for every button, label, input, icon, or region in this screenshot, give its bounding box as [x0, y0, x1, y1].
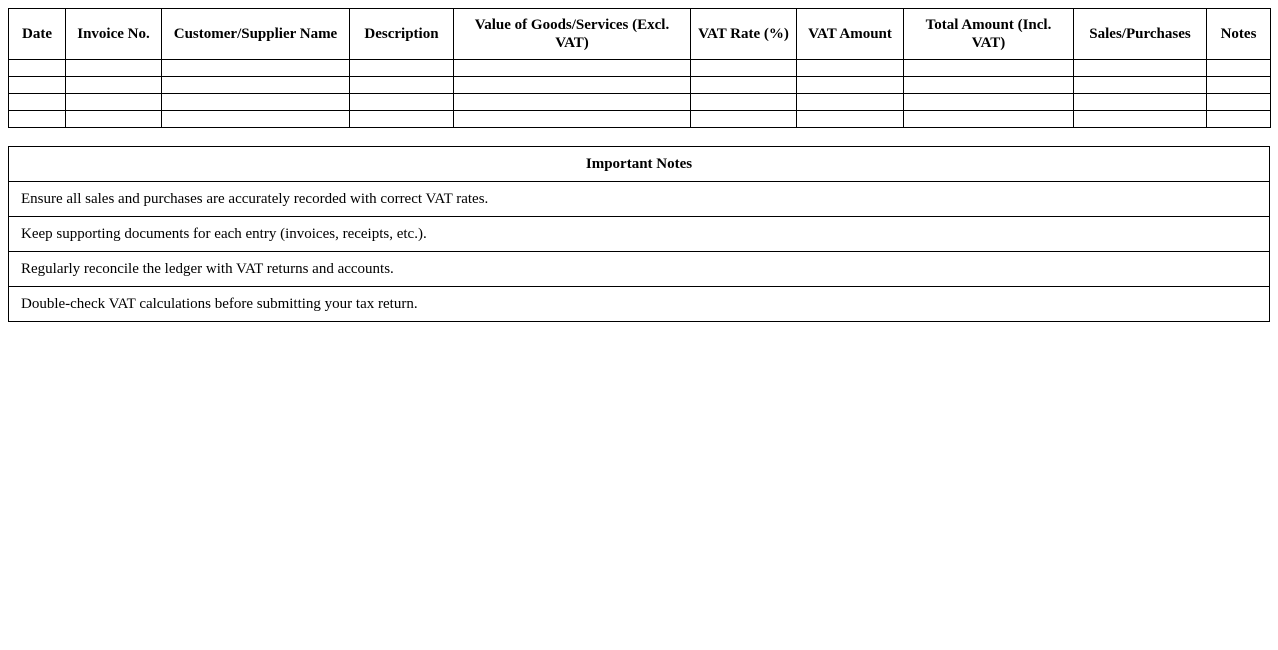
table-cell[interactable] [1074, 60, 1207, 77]
table-cell[interactable] [162, 94, 350, 111]
header-sales-purchases: Sales/Purchases [1074, 9, 1207, 60]
table-cell[interactable] [9, 77, 66, 94]
table-cell[interactable] [1074, 94, 1207, 111]
header-description: Description [350, 9, 454, 60]
table-cell[interactable] [350, 94, 454, 111]
header-invoice-no: Invoice No. [66, 9, 162, 60]
table-cell[interactable] [350, 77, 454, 94]
table-cell[interactable] [66, 94, 162, 111]
table-cell[interactable] [162, 60, 350, 77]
header-notes: Notes [1207, 9, 1271, 60]
table-cell[interactable] [454, 111, 691, 128]
note-row [9, 252, 1270, 287]
table-cell[interactable] [691, 94, 797, 111]
table-cell[interactable] [1207, 60, 1271, 77]
table-cell[interactable] [797, 94, 904, 111]
table-cell[interactable] [691, 60, 797, 77]
ledger-header-row [9, 9, 1271, 60]
table-cell[interactable] [1074, 77, 1207, 94]
header-total-incl-vat: Total Amount (Incl. VAT) [904, 9, 1074, 60]
header-vat-rate: VAT Rate (%) [691, 9, 797, 60]
table-cell[interactable] [904, 111, 1074, 128]
note-item: Keep supporting documents for each entry (invoices, receipts, etc.). [9, 217, 1270, 252]
table-cell[interactable] [66, 111, 162, 128]
note-item: Double-check VAT calculations before submitting your tax return. [9, 287, 1270, 322]
table-cell[interactable] [1207, 111, 1271, 128]
header-value-excl-vat: Value of Goods/Services (Excl. VAT) [454, 9, 691, 60]
notes-title: Important Notes [9, 147, 1270, 182]
header-vat-amount: VAT Amount [797, 9, 904, 60]
note-row [9, 182, 1270, 217]
table-cell[interactable] [691, 111, 797, 128]
table-cell[interactable] [797, 60, 904, 77]
table-cell[interactable] [691, 77, 797, 94]
table-cell[interactable] [797, 77, 904, 94]
table-cell[interactable] [350, 60, 454, 77]
table-cell[interactable] [9, 111, 66, 128]
table-cell[interactable] [904, 60, 1074, 77]
table-cell[interactable] [9, 60, 66, 77]
table-cell[interactable] [454, 77, 691, 94]
note-row [9, 217, 1270, 252]
table-cell[interactable] [454, 60, 691, 77]
header-customer-supplier-name: Customer/Supplier Name [162, 9, 350, 60]
table-row [9, 77, 1271, 94]
note-item: Ensure all sales and purchases are accurately recorded with correct VAT rates. [9, 182, 1270, 217]
table-cell[interactable] [66, 77, 162, 94]
table-cell[interactable] [1074, 111, 1207, 128]
header-date: Date [9, 9, 66, 60]
table-cell[interactable] [162, 77, 350, 94]
table-row [9, 111, 1271, 128]
table-cell[interactable] [904, 94, 1074, 111]
table-cell[interactable] [9, 94, 66, 111]
table-cell[interactable] [162, 111, 350, 128]
notes-header-row [9, 147, 1270, 182]
vat-ledger-table [8, 8, 1271, 128]
table-cell[interactable] [350, 111, 454, 128]
page [0, 0, 1278, 322]
table-cell[interactable] [1207, 77, 1271, 94]
table-row [9, 94, 1271, 111]
table-cell[interactable] [454, 94, 691, 111]
table-cell[interactable] [1207, 94, 1271, 111]
important-notes-table [8, 146, 1270, 322]
table-cell[interactable] [904, 77, 1074, 94]
note-row [9, 287, 1270, 322]
table-row [9, 60, 1271, 77]
note-item: Regularly reconcile the ledger with VAT returns and accounts. [9, 252, 1270, 287]
table-cell[interactable] [66, 60, 162, 77]
table-cell[interactable] [797, 111, 904, 128]
